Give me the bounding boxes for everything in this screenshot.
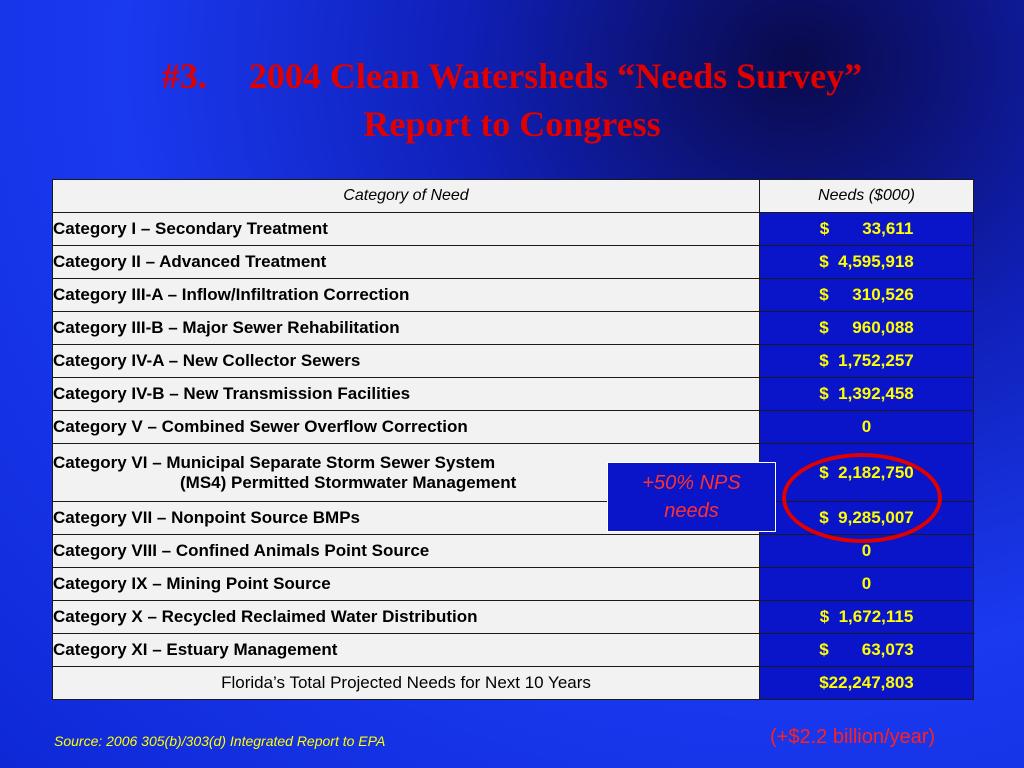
needs-value: 0 [861, 417, 872, 436]
needs-value: 0 [861, 541, 872, 560]
category-cell: Category VII – Nonpoint Source BMPs [53, 502, 760, 535]
table-header-row [53, 180, 974, 213]
title-line-1 [0, 52, 1024, 100]
table-row [53, 601, 974, 634]
total-value: $22,247,803 [819, 673, 914, 692]
title-number: #3. [161, 56, 207, 96]
highlight-circle [782, 453, 942, 543]
needs-value: 0 [861, 574, 872, 593]
category-cell: Category X – Recycled Reclaimed Water Distribution [53, 601, 760, 634]
needs-value: $ 1,672,115 [819, 607, 914, 626]
total-label: Florida’s Total Projected Needs for Next 10 Years [53, 667, 760, 700]
needs-value: $ 1,392,458 [819, 384, 914, 403]
category-cell: Category IV-B – New Transmission Facilities [53, 378, 760, 411]
category-cell: Category I – Secondary Treatment [53, 213, 760, 246]
table-row [53, 568, 974, 601]
needs-value: $ 960,088 [819, 318, 914, 337]
category-cell: Category IX – Mining Point Source [53, 568, 760, 601]
callout-line-1: +50% NPS [642, 472, 741, 494]
table-row [53, 246, 974, 279]
needs-value: $ 63,073 [819, 640, 914, 659]
needs-cell [760, 411, 974, 444]
needs-value: $ 1,752,257 [819, 351, 914, 370]
needs-cell [760, 634, 974, 667]
category-cell: Category II – Advanced Treatment [53, 246, 760, 279]
needs-value: $ 9,285,007 [819, 508, 914, 527]
needs-value: $ 33,611 [819, 219, 914, 238]
category-line-2: (MS4) Permitted Stormwater Management [180, 472, 517, 492]
needs-cell [760, 601, 974, 634]
category-cell: Category V – Combined Sewer Overflow Correction [53, 411, 760, 444]
needs-value: $ 4,595,918 [819, 252, 914, 271]
nps-callout-box [607, 462, 776, 532]
category-cell: Category XI – Estuary Management [53, 634, 760, 667]
needs-table [52, 179, 974, 700]
category-cell: Category IV-A – New Collector Sewers [53, 345, 760, 378]
table-row [53, 279, 974, 312]
table-row [53, 378, 974, 411]
total-row [53, 667, 974, 700]
header-category: Category of Need [53, 180, 760, 213]
needs-cell [760, 345, 974, 378]
total-cell [760, 667, 974, 700]
needs-cell [760, 312, 974, 345]
header-needs: Needs ($000) [760, 180, 974, 213]
needs-cell [760, 213, 974, 246]
table-row [53, 345, 974, 378]
category-cell: Category III-A – Inflow/Infiltration Correction [53, 279, 760, 312]
callout-line-2: needs [664, 500, 719, 522]
slide-title [0, 52, 1024, 148]
title-text-1: 2004 Clean Watersheds “Needs Survey” [248, 56, 863, 96]
needs-cell [760, 279, 974, 312]
table-row [53, 411, 974, 444]
table-row [53, 213, 974, 246]
needs-cell [760, 246, 974, 279]
needs-value: $ 310,526 [819, 285, 914, 304]
category-line-1: Category VI – Municipal Separate Storm Sewer System [53, 452, 496, 472]
title-line-2: Report to Congress [363, 104, 661, 144]
table-row [53, 312, 974, 345]
needs-value: $ 2,182,750 [819, 462, 914, 482]
source-note: Source: 2006 305(b)/303(d) Integrated Report to EPA [54, 733, 386, 749]
needs-cell [760, 568, 974, 601]
annual-note: (+$2.2 billion/year) [770, 726, 936, 748]
table-row [53, 634, 974, 667]
category-cell: Category VIII – Confined Animals Point Source [53, 535, 760, 568]
needs-cell [760, 378, 974, 411]
category-cell: Category III-B – Major Sewer Rehabilitation [53, 312, 760, 345]
